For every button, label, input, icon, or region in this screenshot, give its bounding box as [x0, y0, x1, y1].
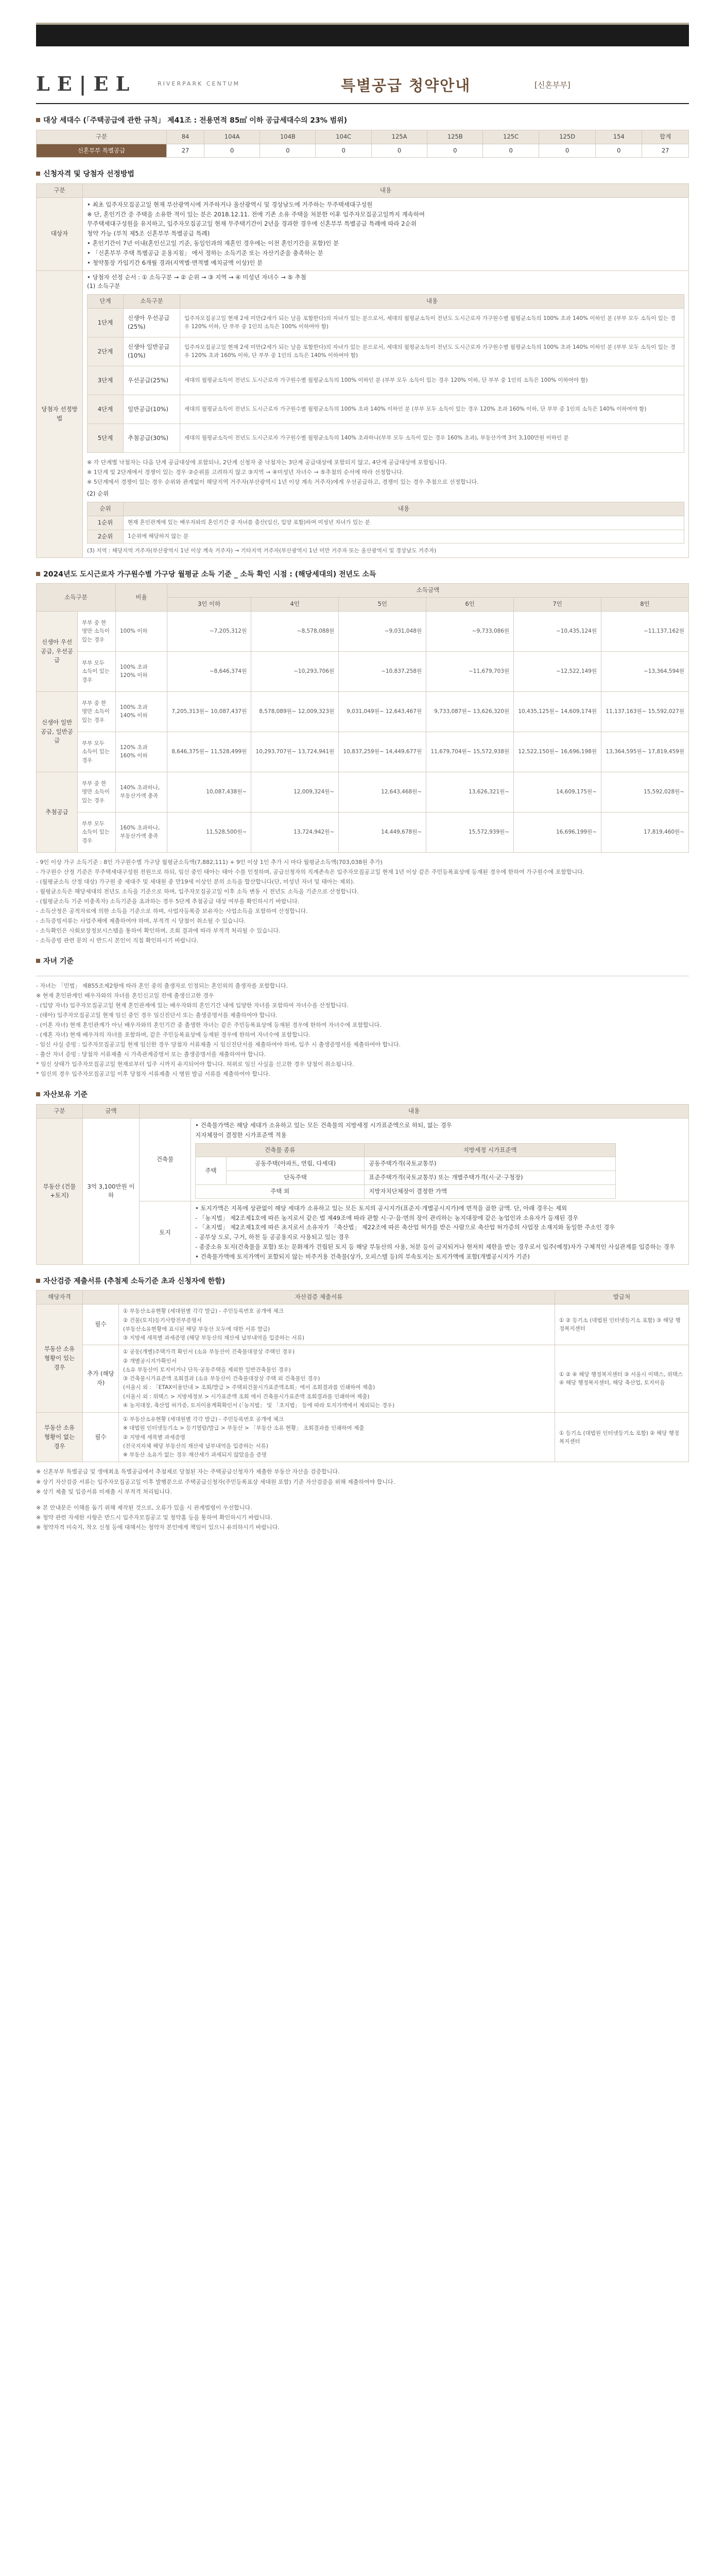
value-cell: ~9,031,048원: [339, 611, 426, 651]
step1-title: (1) 소득구분: [87, 282, 120, 290]
value-cell: 13,724,942원~: [251, 812, 339, 852]
supply-count-table: [36, 130, 689, 158]
col-header: 125A: [372, 130, 427, 144]
col-header: 내용: [180, 295, 684, 309]
table-row: [37, 1413, 689, 1462]
income-table: [36, 583, 689, 853]
table-cell: 0: [372, 144, 427, 158]
value-cell: 11,679,704원~ 15,572,938원: [426, 732, 514, 772]
text-line: - 「초지법」 제2조제1호에 따른 초지로서 소유자가 「축산법」 제22조에 따른 축산업 허가를 받은 사람으로 축산업 허가증의 사업장 소재지와 동일한 주소인 경우: [195, 1224, 615, 1231]
col-header: 비율: [116, 584, 167, 612]
table-cell: 27: [642, 144, 689, 158]
desc-cell: 입주자모집공고일 현재 2세 미만(2세가 되는 날을 포함한다)의 자녀가 있는 분으로서, 세대의 월평균소득이 전년도 도시근로자 가구원수별 월평균소득의 100% 초과 140% 이하인 분 (부부 모두 소득이 있는 경우 120% 초과 160% 이하, 단 부부 중 1인의 소득은 140% 이하여야 함): [180, 337, 684, 366]
col-header: 소득구분: [37, 584, 116, 612]
value-cell: 8,646,375원~ 11,528,499원: [167, 732, 251, 772]
text-line: • 최초 입주자모집공고일 현재 부산광역시에 거주하거나 울산광역시 및 경상남도에 거주하는 무주택세대구성원: [87, 200, 373, 208]
group-cell: 신생아 일반공급, 일반공급: [37, 691, 78, 772]
asset-building-content: [191, 1118, 689, 1201]
col-header: 건축물 종류: [196, 1143, 365, 1157]
col-header: 내용: [124, 502, 684, 516]
rank-cell: 1순위: [88, 516, 124, 530]
value-cell: 10,293,707원~ 13,724,941원: [251, 732, 339, 772]
table-row: [196, 1157, 616, 1171]
col-header: 순위: [88, 502, 124, 516]
value-cell: ~9,733,086원: [426, 611, 514, 651]
value-cell: ~8,578,088원: [251, 611, 339, 651]
kind-cell: 필수: [83, 1413, 119, 1462]
col-header: 6인: [426, 598, 514, 612]
value-cell: ~10,293,706원: [251, 651, 339, 691]
col-header: 8인: [601, 598, 689, 612]
table-row: [37, 1345, 689, 1413]
text-line: - 공부상 도로, 구거, 하천 등 공공용지로 사용되고 있는 경우: [195, 1233, 350, 1241]
selection-content: [83, 270, 689, 557]
income-step-table: [87, 294, 684, 453]
desc-cell: 1순위에 해당하지 않는 분: [124, 530, 684, 544]
col-header: 소득금액: [167, 584, 689, 598]
group-cell: 부동산 소유 형황이 없는 경우: [37, 1413, 83, 1462]
issuer-cell: ① ② 등기소 (대법원 인터넷등기소 포함) ③ 해당 행정복지센터: [555, 1304, 689, 1345]
value-cell: 10,837,259원~ 14,449,677원: [339, 732, 426, 772]
col-header: 합계: [642, 130, 689, 144]
section-title: 대상 세대수 (「주택공급에 관한 규칙」 제41조 : 전용면적 85㎡ 이하 공급세대수의 23% 범위): [36, 115, 689, 130]
desc-cell: 입주자모집공고일 현재 2세 미만(2세가 되는 날을 포함한다)의 자녀가 있는 분으로서, 세대의 월평균소득이 전년도 도시근로자 가구원수별 월평균소득의 100% 초과 140% 이하인 분 (부부 모두 소득이 있는 경우 120% 이하, 단 부부 중 1인의 소득은 100% 이하여야 함): [180, 308, 684, 337]
col-header: 104C: [316, 130, 372, 144]
asset-land-content: [191, 1201, 689, 1264]
doc-line: (서울시 외 : 위택스 > 지방세정보 > 시가표준액 조회 에서 건축물시가표준액 조회결과를 인쇄하여 제출): [123, 1393, 370, 1400]
table-row: [88, 366, 684, 395]
value-cell: 8,578,089원~ 12,009,323원: [251, 691, 339, 732]
value-cell: 14,449,678원~: [339, 812, 426, 852]
value-cell: ~11,137,162원: [601, 611, 689, 651]
col-header: 104A: [204, 130, 260, 144]
table-row: [88, 516, 684, 530]
value-cell: 7,205,313원~ 10,087,437원: [167, 691, 251, 732]
building-price-table: [195, 1143, 616, 1199]
target-content: [83, 197, 689, 270]
value-cell: 13,626,321원~: [426, 772, 514, 812]
type-cell: 신생아 우선공급(25%): [124, 308, 180, 337]
note-line: - 9인 이상 가구 소득기준 : 8인 가구원수별 가구당 월평균소득액(7,882,111) + 9인 이상 1인 추가 시 마다 월평균소득액(703,038원 추가): [36, 858, 383, 866]
text-line: 지자체장이 결정한 시가표준액 적용: [195, 1131, 287, 1139]
table-row: [196, 1171, 616, 1185]
text-line: ※ 단, 혼인기간 중 주택을 소유한 적이 있는 분은 2018.12.11. 전에 기존 소유 주택을 처분한 이후 입주자모집공고일까지 계속하여: [87, 210, 425, 218]
col-header: 구분: [37, 1105, 83, 1118]
col-header: 154: [596, 130, 642, 144]
step1-notes: [87, 458, 684, 486]
docs-cell: [119, 1413, 555, 1462]
table-cell: 0: [204, 144, 260, 158]
stage-cell: 5단계: [88, 423, 124, 452]
ratio-cell: 100% 초과 140% 이하: [116, 691, 167, 732]
note-line: ※ 청약 관련 자세한 사항은 반드시 입주자모집공고 및 청약홈 등을 통하여 확인하시기 바랍니다.: [36, 1514, 272, 1521]
text-line: • 청약통장 가입기간 6개월 경과(지역별·면적별 예치금액 이상)인 분: [87, 259, 263, 266]
value-cell: 15,592,028원~: [601, 772, 689, 812]
table-row: [37, 1304, 689, 1345]
doc-line: ② 건물(토지)등기사항전부증명서: [123, 1317, 202, 1324]
asset-docs-table: [36, 1290, 689, 1462]
rule-line: - (재혼 자녀) 현재 배우자의 자녀를 포함하며, 같은 주민등록표상에 등재된 경우에 한하여 자녀수에 포함합니다.: [36, 1031, 310, 1039]
rule-line: - (이혼 자녀) 현재 혼인관계가 아닌 배우자와의 혼인기간 중 출생한 자녀는 같은 주민등록표상에 등재된 경우에 한하여 자녀수에 포함합니다.: [36, 1022, 382, 1029]
text-line: • 혼인기간이 7년 이내(혼인신고일 기준, 동일인과의 재혼인 경우에는 이전 혼인기간을 포함)인 분: [87, 240, 339, 247]
desc-cell: 세대의 월평균소득이 전년도 도시근로자 가구원수별 월평균소득의 100% 초과 140% 이하인 분 (부부 모두 소득이 있는 경우 120% 초과 160% 이하, 단 부부 중 1인의 소득은 140% 이하여야 함): [180, 395, 684, 423]
sub-cell: 단독주택: [227, 1171, 365, 1185]
table-cell: 0: [427, 144, 483, 158]
note-line: - (월평균소득 산정 대상) 가구원 중 세대주 및 세대원 중 만19세 이상인 분의 소득을 합산합니다(단, 미성년 자녀 및 태아는 제외).: [36, 878, 355, 885]
step2-title: (2) 순위: [87, 490, 109, 498]
col-header: 단계: [88, 295, 124, 309]
ratio-cell: 160% 초과하나, 부동산가액 충족: [116, 812, 167, 852]
group-cell: 부동산 소유 형황이 있는 경우: [37, 1304, 83, 1413]
text-line: • 「신혼부부 주택 특별공급 운용지침」 에서 정하는 소득기준 또는 자산기준을 충족하는 분: [87, 249, 323, 257]
section-title: 자녀 기준: [36, 956, 689, 971]
value-cell: 12,522,150원~ 16,696,198원: [514, 732, 601, 772]
value-cell: 9,733,087원~ 13,626,320원: [426, 691, 514, 732]
col-header: 84: [167, 130, 204, 144]
value-cell: ~10,837,258원: [339, 651, 426, 691]
page-title-tag: [신혼부부]: [534, 80, 571, 90]
value-cell: 10,087,438원~: [167, 772, 251, 812]
col-header: 4인: [251, 598, 339, 612]
table-cell: 0: [483, 144, 539, 158]
value-cell: 12,643,468원~: [339, 772, 426, 812]
kind-cell: 필수: [83, 1304, 119, 1345]
table-row: [88, 395, 684, 423]
docs-cell: [119, 1345, 555, 1413]
rule-line: - (태아) 입주자모집공고일 현재 임신 중인 경우 임신진단서 또는 출생증명서를 제출하여야 합니다.: [36, 1012, 278, 1019]
doc-line: ① 부동산소유현황 (세대원별 각각 발급) - 주민등록번호 공개에 체크: [123, 1308, 284, 1315]
value-cell: 지방자치단체장이 결정한 가액: [365, 1185, 616, 1199]
value-cell: 11,528,500원~: [167, 812, 251, 852]
selection-intro: • 당첨자 선정 순서 : ① 소득구분 → ② 순위 → ③ 지역 → ④ 미성년 자녀수 → ⑤ 추첨: [87, 273, 306, 281]
value-cell: ~7,205,312원: [167, 611, 251, 651]
group-cell: 신생아 우선공급, 우선공급: [37, 611, 78, 691]
section-title: 신청자격 및 당첨자 선정방법: [36, 169, 689, 183]
ratio-cell: 140% 초과하나, 부동산가액 충족: [116, 772, 167, 812]
col-header: 내용: [140, 1105, 689, 1118]
kind-cell: 주택: [196, 1157, 227, 1185]
doc-line: (서울시 외 : 「ETAX이용안내 > 조회/발급 > 주택외건물시가표준액조회」에서 조회결과를 인쇄하여 제출): [123, 1384, 375, 1391]
note-line: - (월평균소득 기준 미충족자) 소득기준을 초과하는 경우 5단계 추첨공급 대상 여부를 확인하시기 바랍니다.: [36, 898, 300, 905]
value-cell: 9,031,049원~ 12,643,467원: [339, 691, 426, 732]
rule-line: - 출산 자녀 증빙 : 당첨자 서류제출 시 가족관계증명서 또는 출생증명서를 제출하여야 합니다.: [36, 1051, 266, 1058]
doc-line: (전국지자체 해당 부동산의 재산세 납부내역을 입증하는 서류): [123, 1443, 268, 1449]
note-line: - 월평균소득은 해당세대의 전년도 소득을 기준으로 하며, 입주자모집공고일 이후 소득 변동 시 전년도 소득을 기준으로 산정합니다.: [36, 888, 359, 895]
type-cell: 신생아 일반공급(10%): [124, 337, 180, 366]
note-line: ※ 신혼부부 특별공급 및 생애최초 특별공급에서 추첨제로 당첨된 자는 주택공급신청자가 제출한 부동산 자산을 검증합니다.: [36, 1468, 340, 1476]
note-line: ※ 본 안내문은 이해를 돕기 위해 제작된 것으로, 오류가 있을 시 관계법령이 우선합니다.: [36, 1504, 252, 1511]
value-cell: 공동주택가격(국토교통부): [365, 1157, 616, 1171]
table-row: [88, 530, 684, 544]
col-header: 지방세정 시가표준액: [365, 1143, 616, 1157]
section-asset-docs: [36, 1276, 689, 1532]
header: [36, 67, 689, 104]
doc-line: ② 개별공시지가확인서: [123, 1358, 177, 1364]
eligibility-table: [36, 183, 689, 558]
asset-docs-notes: [36, 1467, 689, 1496]
ratio-cell: 100% 초과 120% 이하: [116, 651, 167, 691]
stage-cell: 4단계: [88, 395, 124, 423]
row-label: 신혼부부 특별공급: [37, 144, 167, 158]
sub-cell: 부부 중 한 명만 소득이 있는 경우: [78, 691, 116, 732]
row-label: 대상자: [37, 197, 83, 270]
rule-line: * 임신의 경우 입주자모집공고일 이후 당첨자 서류제출 시 병원 발급 서류를 제출하여야 합니다.: [36, 1071, 270, 1078]
value-cell: 14,609,175원~: [514, 772, 601, 812]
value-cell: 11,137,163원~ 15,592,027원: [601, 691, 689, 732]
value-cell: ~12,522,149원: [514, 651, 601, 691]
table-row: [37, 691, 689, 732]
col-header: 125D: [539, 130, 595, 144]
col-header: 내용: [83, 184, 689, 198]
col-header: 금액: [83, 1105, 140, 1118]
note-line: ※ 각 단계별 낙첨자는 다음 단계 공급대상에 포함되나, 2단계 신청자 중 낙첨자는 3단계 공급대상에 포함되지 않고, 4단계 공급대상에 포함됩니다.: [87, 459, 447, 466]
footer-notes: [36, 1503, 689, 1532]
value-cell: 12,009,324원~: [251, 772, 339, 812]
col-header: 104B: [260, 130, 316, 144]
top-banner: [36, 23, 689, 46]
text-line: - 종중소유 토지(건축물을 포함) 또는 문화재가 건립된 토지 등 해당 부동산의 사용, 처분 등이 금지되거나 현저히 제한을 받는 경우로서 입주(예정)자가 구체적인 사실관계를 입증하는 경우: [195, 1243, 675, 1251]
group-cell: 추첨공급: [37, 772, 78, 852]
doc-line: ③ 건축물시가표준액 조회결과 (소유 부동산이 건축물대장상 주택 외 건축물인 경우): [123, 1376, 320, 1382]
issuer-cell: ① ② ④ 해당 행정복지센터 ③ 서울시 이택스, 위택스 ④ 해당 행정복지센터, 해당 축산업, 토지이음: [555, 1345, 689, 1413]
table-cell: 0: [539, 144, 595, 158]
asset-group: 부동산 (건물+토지): [37, 1118, 83, 1264]
section-assets: [36, 1090, 689, 1264]
text-line: 청약 가능 (부칙 제5조 신혼부부 특별공급 특례): [87, 230, 210, 238]
col-header: 자산검증 제출서류: [83, 1291, 555, 1304]
note-line: - 소득증빙 관련 문의 시 반드시 본인이 직접 확인하시기 바랍니다.: [36, 937, 199, 944]
doc-line: (소유 부동산이 토지이거나 단독·공동주택을 제외한 일반건축물인 경우): [123, 1366, 291, 1373]
sub-cell: 부부 모두 소득이 있는 경우: [78, 651, 116, 691]
value-cell: 표준주택가격(국토교통부) 또는 개별주택가격(시·군·구청장): [365, 1171, 616, 1185]
table-row: [37, 651, 689, 691]
page-title: 특별공급 청약안내: [341, 77, 471, 94]
value-cell: ~8,646,374원: [167, 651, 251, 691]
type-cell: 추첨공급(30%): [124, 423, 180, 452]
stage-cell: 1단계: [88, 308, 124, 337]
col-header: 125B: [427, 130, 483, 144]
note-line: ※ 상기 자산검증 서류는 입주자모집공고일 이후 발행분으로 주택공급신청자(주민등록표상 세대원 포함) 기준 자산검증을 위해 제출하여야 합니다.: [36, 1478, 395, 1485]
text-line: • 건축물가액에 토지가액이 포함되지 않는 비주거용 건축물(상가, 오피스텔 등)의 부속토지는 토지가액에 포함(개별공시지가 기준): [195, 1252, 530, 1260]
text-line: 무주택세대구성원을 유지하고, 입주자모집공고일 현재 무주택기간이 2년을 경과한 경우에 신혼부부 특별공급 특례에 따라 2순위: [87, 220, 417, 228]
brand-logo: LE|EL: [36, 72, 137, 95]
brand-subtitle: RIVERPARK CENTUM: [158, 80, 240, 87]
table-row: [37, 611, 689, 651]
asset-amount: 3억 3,100만원 이하: [83, 1118, 140, 1264]
text-line: • 건축물가액은 해당 세대가 소유하고 있는 모든 건축물의 지방세정 시가표준액으로 하되, 없는 경우: [195, 1121, 452, 1129]
desc-cell: 현재 혼인관계에 있는 배우자와의 혼인기간 중 자녀를 출산(임신, 입양 포함)하여 미성년 자녀가 있는 분: [124, 516, 684, 530]
note-line: ※ 1단계 및 2단계에서 경쟁이 있는 경우 ②순위를 고려하지 않고 ③지역 → ④미성년 자녀수 → ⑤추첨의 순서에 따라 선정합니다.: [87, 468, 404, 476]
col-header: 소득구분: [124, 295, 180, 309]
value-cell: 15,572,939원~: [426, 812, 514, 852]
table-cell: 27: [167, 144, 204, 158]
note-line: - 가구원수 산정 기준은 무주택세대구성원 전원으로 하되, 임신 중인 태아는 태아 수를 인정하며, 공급신청자의 직계존속은 입주자모집공고일 현재 1년 이상 같은 주민등록표상에 등재된 경우에 한하여 가구원수에 포함합니다.: [36, 868, 585, 875]
table-row: [37, 812, 689, 852]
col-header: 125C: [483, 130, 539, 144]
desc-cell: 세대의 월평균소득이 전년도 도시근로자 가구원수별 월평균소득의 100% 이하인 분 (부부 모두 소득이 있는 경우 120% 이하, 단 부부 중 1인의 소득은 100% 이하여야 함): [180, 366, 684, 395]
sub-cell: 부부 모두 소득이 있는 경우: [78, 732, 116, 772]
text-line: - 「농지법」 제2조제1호에 따른 농지로서 같은 법 제49조에 따라 관할 시·구·읍·면의 장이 관리하는 농지대장에 같은 농업인과 소유자가 등재된 경우: [195, 1214, 579, 1222]
step3-note: (3) 지역 : 해당지역 거주자(부산광역시 1년 이상 계속 거주자) → 기타지역 거주자(부산광역시 1년 미만 거주자 또는 울산광역시 및 경상남도 거주자): [87, 548, 437, 554]
rule-line: - 임신 사실 증빙 : 입주자모집공고일 현재 임신한 경우 당첨자 서류제출 시 임신진단서를 제출하여야 하며, 입주 시 출생증명서를 제출하여야 합니다.: [36, 1041, 401, 1048]
note-line: - 소득확인은 사회보장정보시스템을 통하여 확인하며, 조회 결과에 따라 부적격 처리될 수 있습니다.: [36, 927, 281, 935]
doc-line: ③ 지방세 세목별 과세증명 (해당 부동산의 재산세 납부내역을 입증하는 서류): [123, 1335, 304, 1342]
value-cell: 13,364,595원~ 17,819,459원: [601, 732, 689, 772]
sub-cell: 부부 중 한 명만 소득이 있는 경우: [78, 772, 116, 812]
rule-line: ※ 현재 혼인관계인 배우자와의 자녀를 혼인신고일 전에 출생신고한 경우: [36, 992, 214, 999]
table-row: [88, 337, 684, 366]
docs-cell: [119, 1304, 555, 1345]
section-income: [36, 569, 689, 945]
value-cell: 10,435,125원~ 14,609,174원: [514, 691, 601, 732]
value-cell: 16,696,199원~: [514, 812, 601, 852]
rule-line: - 자녀는 「민법」 제855조제2항에 따라 혼인 중의 출생자로 인정되는 혼인외의 출생자를 포함합니다.: [36, 982, 288, 990]
col-header: 5인: [339, 598, 426, 612]
ratio-cell: 100% 이하: [116, 611, 167, 651]
rule-line: * 임신 상태가 입주자모집공고일 현재로부터 입주 시까지 유지되어야 합니다. 허위로 임신 사실을 신고한 경우 당첨이 취소됩니다.: [36, 1061, 354, 1068]
note-line: - 소득산정은 공적자료에 의한 소득을 기준으로 하며, 사업자등록증 보유자는 사업소득을 포함하여 산정합니다.: [36, 908, 308, 915]
table-row: [88, 308, 684, 337]
col-header: 7인: [514, 598, 601, 612]
note-line: ※ 상기 제출 및 입증서류 미제출 시 부적격 처리됩니다.: [36, 1488, 172, 1495]
income-notes: [36, 858, 689, 945]
table-row: [37, 732, 689, 772]
section-children: [36, 956, 689, 1078]
text-line: • 토지가액은 지목에 상관없이 해당 세대가 소유하고 있는 모든 토지의 공시지가(표준지·개별공시지가)에 면적을 곱한 금액. 단, 아래 경우는 제외: [195, 1204, 567, 1212]
value-cell: ~13,364,594원: [601, 651, 689, 691]
sub-cell: 부부 모두 소득이 있는 경우: [78, 812, 116, 852]
note-line: ※ 5단계에서 경쟁이 있는 경우 순위와 관계없이 해당지역 거주자(부산광역시 1년 이상 계속 거주자)에게 우선공급하고, 경쟁이 있는 경우 추첨으로 선정합니다.: [87, 479, 479, 486]
desc-cell: 세대의 월평균소득이 전년도 도시근로자 가구원수별 월평균소득의 140% 초과하나(부부 모두 소득이 있는 경우 160% 초과), 부동산가액 3억 3,100만원 이하인 분: [180, 423, 684, 452]
doc-line: ※ 대법원 인터넷등기소 > 등기열람/발급 > 부동산 > 「부동산 소유 현황」 조회결과를 인쇄하여 제출: [123, 1425, 365, 1432]
col-header: 발급처: [555, 1291, 689, 1304]
stage-cell: 2단계: [88, 337, 124, 366]
type-cell: 우선공급(25%): [124, 366, 180, 395]
note-line: - 소득증빙서류는 사업주체에 제출하여야 하며, 부적격 시 당첨이 취소될 수 있습니다.: [36, 918, 246, 925]
type-cell: 일반공급(10%): [124, 395, 180, 423]
col-header: 해당자격: [37, 1291, 83, 1304]
note-line: ※ 청약자격 미숙지, 착오 신청 등에 대해서는 청약자 본인에게 책임이 있으니 유의하시기 바랍니다.: [36, 1523, 280, 1531]
rank-cell: 2순위: [88, 530, 124, 544]
issuer-cell: ① 등기소 (대법원 인터넷등기소 포함) ② 해당 행정복지센터: [555, 1413, 689, 1462]
doc-line: ② 지방세 세목별 과세증명: [123, 1434, 185, 1440]
section-eligibility: [36, 169, 689, 557]
stage-cell: 3단계: [88, 366, 124, 395]
col-header: 구분: [37, 130, 167, 144]
table-cell: 0: [596, 144, 642, 158]
asset-land-label: 토지: [140, 1201, 191, 1264]
table-cell: 0: [260, 144, 316, 158]
section-title: 자산검증 제출서류 (추첨제 소득기준 초과 신청자에 한함): [36, 1276, 689, 1291]
table-row: [88, 423, 684, 452]
doc-line: ④ 농지대장, 축산업 허가증, 토지이용계획확인서 (「농지법」 및 「초지법」 등에 따라 토지가액에서 제외되는 경우): [123, 1402, 395, 1409]
sub-cell: 부부 중 한 명만 소득이 있는 경우: [78, 611, 116, 651]
table-row: [37, 772, 689, 812]
asset-building-label: 건축물: [140, 1118, 191, 1201]
children-rules: [36, 976, 689, 1078]
table-row: [196, 1185, 616, 1199]
rank-table: [87, 502, 684, 544]
doc-line: ① 부동산소유현황 (세대원별 각각 발급) - 주민등록번호 공개에 체크: [123, 1416, 284, 1423]
ratio-cell: 120% 초과 160% 이하: [116, 732, 167, 772]
kind-cell: 주택 외: [196, 1185, 365, 1199]
section-title: 자산보유 기준: [36, 1090, 689, 1104]
table-cell: 0: [316, 144, 372, 158]
rule-line: - (입양 자녀) 입주자모집공고일 현재 혼인관계에 있는 배우자와의 혼인기간 내에 입양한 자녀를 포함하여 자녀수를 산정합니다.: [36, 1002, 349, 1009]
section-title: 2024년도 도시근로자 가구원수별 가구당 월평균 소득 기준 _ 소득 확인 시점 : (해당세대의) 전년도 소득: [36, 569, 689, 584]
value-cell: ~10,435,124원: [514, 611, 601, 651]
doc-line: ※ 부동산 소유가 없는 경우 재산세가 과세되지 않았음을 증명: [123, 1452, 267, 1459]
col-header: 3인 이하: [167, 598, 251, 612]
doc-line: (부동산소유현황에 표시된 해당 부동산 모두에 대한 서류 발급): [123, 1326, 270, 1332]
kind-cell: 추가 (해당자): [83, 1345, 119, 1413]
value-cell: 17,819,460원~: [601, 812, 689, 852]
col-header: 구분: [37, 184, 83, 198]
section-supply-count: [36, 115, 689, 158]
sub-cell: 공동주택(아파트, 연립, 다세대): [227, 1157, 365, 1171]
value-cell: ~11,679,703원: [426, 651, 514, 691]
asset-table: [36, 1104, 689, 1265]
row-label: 당첨자 선정방법: [37, 270, 83, 557]
doc-line: ① 공동(개별)주택가격 확인서 (소유 부동산이 건축물대장상 주택인 경우): [123, 1349, 295, 1355]
